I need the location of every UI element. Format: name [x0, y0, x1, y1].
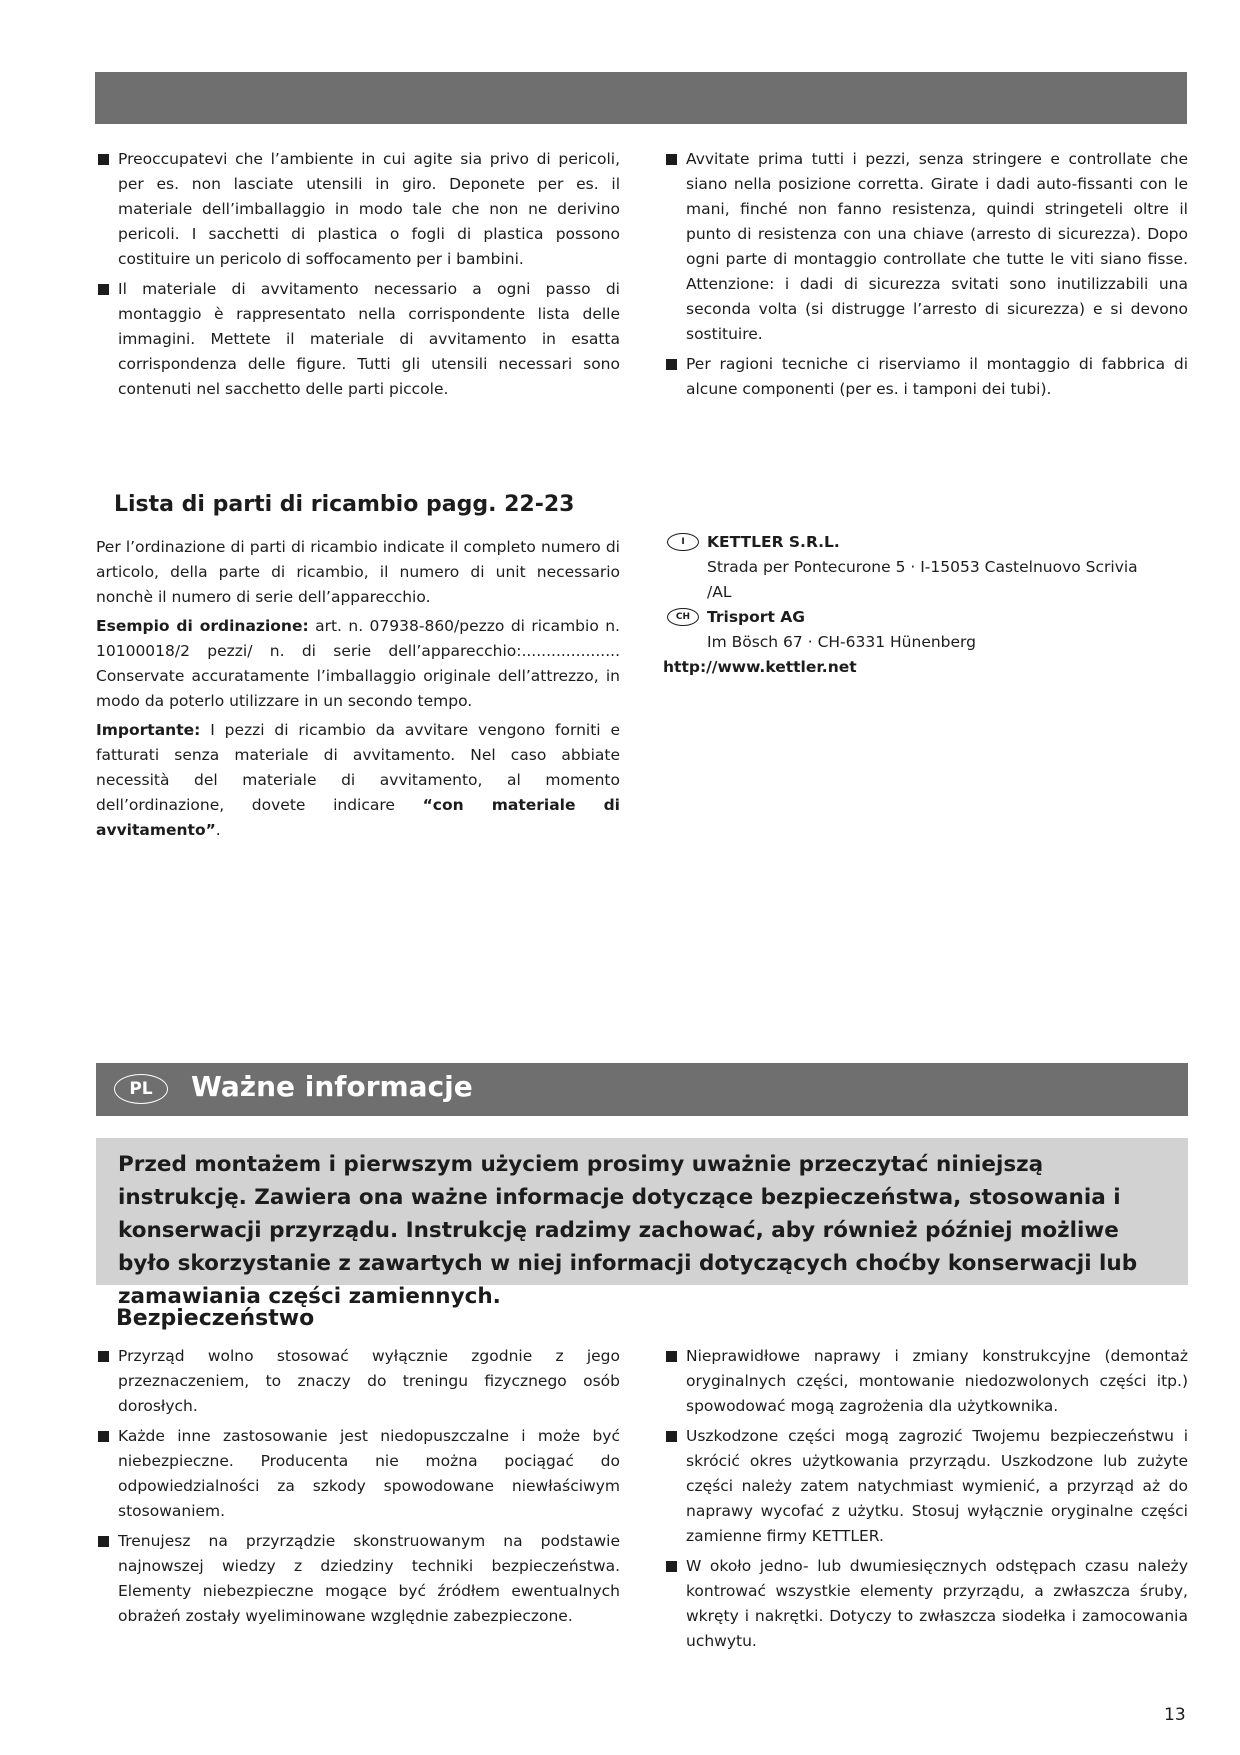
bullet-square-icon: [98, 284, 109, 295]
pl-section-header: [96, 1063, 1188, 1116]
bullet-square-icon: [666, 1561, 677, 1572]
list-item: Przyrząd wolno stosować wyłącznie zgodnie z jego przeznaczeniem, to znaczy do treningu fizycznego osób dorosłych.: [96, 1344, 620, 1419]
list-item: Trenujesz na przyrządzie skonstruowanym na podstawie najnowszej wiedzy z dziedziny techniki bezpieczeństwa. Elementy niebezpieczne mogące być źródłem ewentualnych obrażeń zostały wyeliminowane względnie zabezpieczone.: [96, 1529, 620, 1629]
list-item: Preoccupatevi che l’ambiente in cui agite sia privo di pericoli, per es. non lasciate utensili in giro. Deponete per es. il materiale dell’imballaggio in modo tale che non ne derivino pericoli. I sacchetti di plastica o fogli di plastica possono costituire un pericolo di soffocamento per i bambini.: [96, 147, 620, 272]
list-item: Il materiale di avvitamento necessario a ogni passo di montaggio è rappresentato nella corrispondente lista delle immagini. Mettete il materiale di avvitamento in esatta corrispondenza delle figure. Tutti gli utensili necessari sono contenuti nel sacchetto delle parti piccole.: [96, 277, 620, 402]
bullet-square-icon: [98, 1431, 109, 1442]
bullet-square-icon: [666, 1431, 677, 1442]
pl-safety-right: [664, 1344, 1188, 1659]
list-item: Avvitate prima tutti i pezzi, senza stringere e controllate che siano nella posizione corretta. Girate i dadi auto-fissanti con le mani, finché non fanno resistenza, quindi stringeteli oltre il punto di resistenza con una chiave (arresto di sicurezza). Dopo ogni parte di montaggio controllate che tutte le viti siano fisse. Attenzione: i dadi di sicurezza svitati sono inutilizzabili una seconda volta (si distrugge l’arresto di sicurezza) e si devono sostituire.: [664, 147, 1188, 347]
list-item: Per ragioni tecniche ci riserviamo il montaggio di fabbrica di alcune componenti (per es. i tamponi dei tubi).: [664, 352, 1188, 402]
it-safety-left: [96, 147, 620, 407]
bullet-square-icon: [98, 154, 109, 165]
website-link[interactable]: http://www.kettler.net: [663, 658, 857, 676]
order-example: Esempio di ordinazione: art. n. 07938-860/pezzo di ricambio n. 10100018/2 pezzi/ n. di serie dell’apparecchio:.................... Conservate accuratamente l’imballaggio originale dell’attrezzo, in modo da poterlo utilizzare in un secondo tempo.: [96, 617, 620, 710]
spare-parts-text: [96, 535, 620, 847]
language-badge-icon: PL: [114, 1074, 168, 1104]
it-safety-right: [664, 147, 1188, 407]
bullet-square-icon: [666, 359, 677, 370]
pl-section-title: Ważne informacje: [191, 1070, 473, 1103]
page-number: 13: [1164, 1705, 1186, 1725]
list-item: Uszkodzone części mogą zagrozić Twojemu bezpieczeństwu i skrócić okres użytkowania przyrządu. Uszkodzone lub zużyte części należy zatem natychmiast wymienić, a przyrząd aż do naprawy wycofać z użytku. Stosuj wyłącznie oryginalne części zamienne firmy KETTLER.: [664, 1424, 1188, 1549]
contact-switzerland: CH Trisport AG: [663, 605, 1138, 630]
list-item: W około jedno- lub dwumiesięcznych odstępach czasu należy kontrować wszystkie elementy przyrządu, a zwłaszcza śruby, wkręty i nakrętki. Dotyczy to zwłaszcza siodełka i zamocowania uchwytu.: [664, 1554, 1188, 1654]
header-bar: [95, 72, 1187, 124]
spare-parts-heading: Lista di parti di ricambio pagg. 22-23: [114, 492, 575, 517]
country-badge-icon: I: [667, 533, 699, 551]
contact-address: Strada per Pontecurone 5 · I-15053 Castelnuovo Scrivia: [707, 558, 1138, 576]
pl-intro-box: Przed montażem i pierwszym użyciem prosimy uważnie przeczytać niniejszą instrukcję. Zawiera ona ważne informacje dotyczące bezpieczeństwa, stosowania i konserwacji przyrządu. Instrukcję radzimy zachować, aby również później możliwe było skorzystanie z zawartych w niej informacji dotyczących choćby konserwacji lub zamawiania części zamiennych.: [96, 1138, 1188, 1285]
contact-address: Im Bösch 67 · CH-6331 Hünenberg: [707, 633, 976, 651]
bullet-square-icon: [98, 1351, 109, 1362]
pl-safety-left: [96, 1344, 620, 1634]
bullet-square-icon: [666, 1351, 677, 1362]
bullet-square-icon: [98, 1536, 109, 1547]
contact-italy: I KETTLER S.R.L.: [663, 530, 1138, 555]
spare-parts-intro: Per l’ordinazione di parti di ricambio indicate il completo numero di articolo, della parte di ricambio, il numero di unit necessario nonchè il numero di serie dell’apparecchio.: [96, 538, 620, 606]
important-note: Importante: I pezzi di ricambio da avvitare vengono forniti e fatturati senza materiale di avvitamento. Nel caso abbiate necessità del materiale di avvitamento, al momento dell’ordinazione, dovete indicare “con materiale di avvitamento”.: [96, 721, 620, 839]
list-item: Każde inne zastosowanie jest niedopuszczalne i może być niebezpieczne. Producenta nie można pociągać do odpowiedzialności za szkody spowodowane niewłaściwym stosowaniem.: [96, 1424, 620, 1524]
contact-address: /AL: [707, 583, 732, 601]
safety-heading: Bezpieczeństwo: [116, 1306, 315, 1331]
contact-block: [663, 530, 1138, 680]
bullet-square-icon: [666, 154, 677, 165]
country-badge-icon: CH: [667, 608, 699, 626]
list-item: Nieprawidłowe naprawy i zmiany konstrukcyjne (demontaż oryginalnych części, montowanie niedozwolonych części itp.) spowodować mogą zagrożenia dla użytkownika.: [664, 1344, 1188, 1419]
